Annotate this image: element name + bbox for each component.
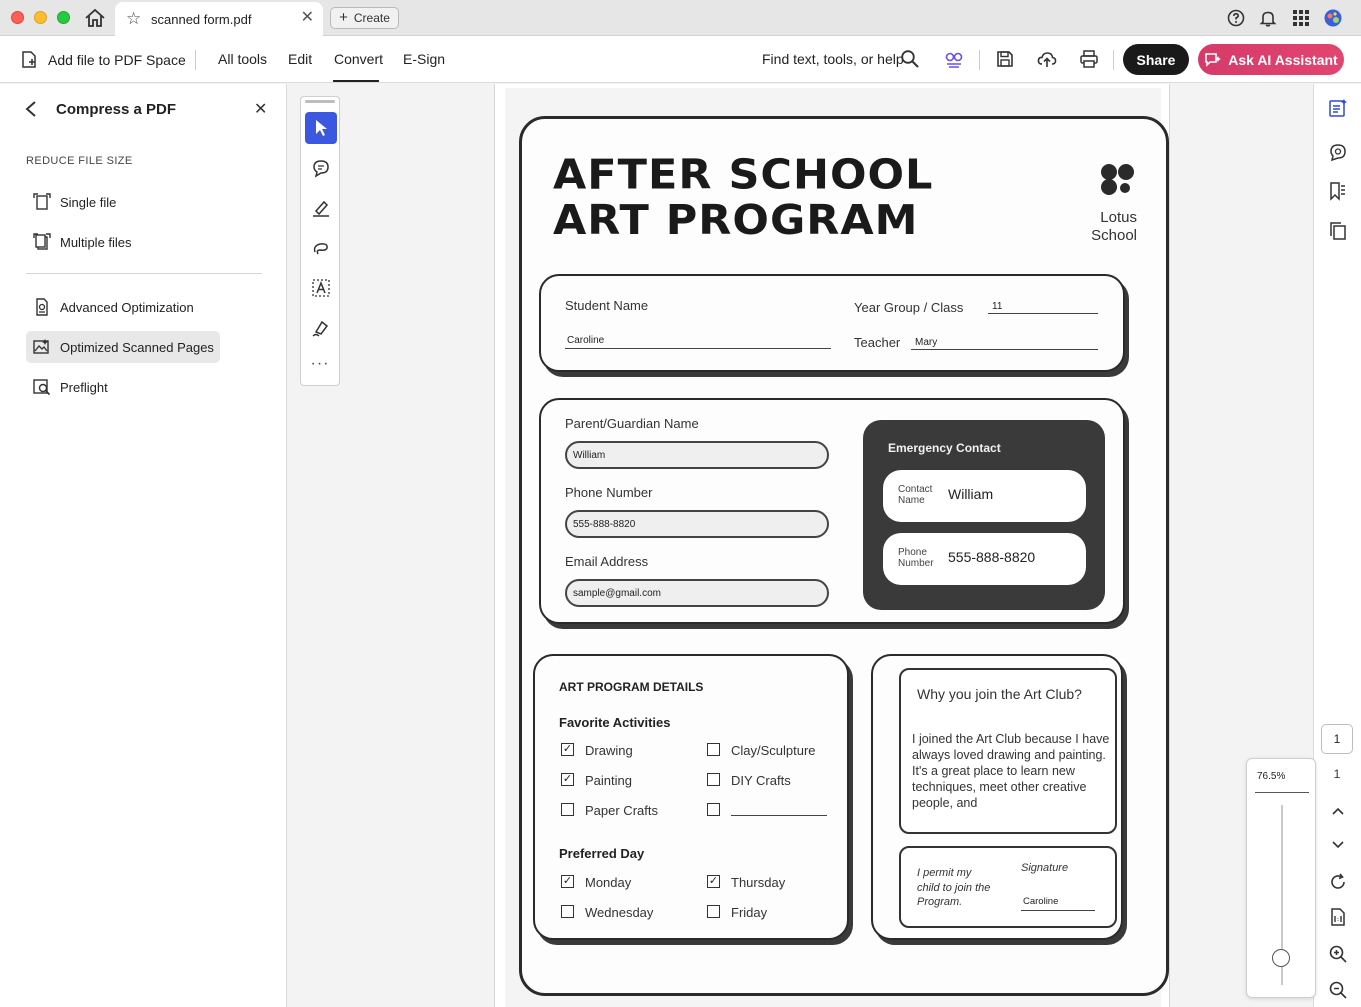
home-icon[interactable] — [84, 8, 106, 28]
total-pages: 1 — [1333, 767, 1341, 781]
reduce-file-size-heading: REDUCE FILE SIZE — [26, 155, 133, 167]
teacher-line — [911, 349, 1098, 350]
page-thumbnails-icon[interactable] — [1328, 221, 1348, 241]
zoom-level-input[interactable]: 76.5% — [1255, 771, 1309, 793]
create-button[interactable] — [330, 7, 399, 29]
close-window-button[interactable] — [11, 11, 24, 24]
form-title-line-1: AFTER SCHOOL — [553, 151, 934, 199]
current-page-input[interactable]: 1 — [1321, 724, 1353, 754]
form-title-line-2: ART PROGRAM — [553, 197, 919, 245]
why-join-question: Why you join the Art Club? — [917, 686, 1082, 702]
parent-guardian-label: Parent/Guardian Name — [565, 416, 699, 431]
optimized-scanned-pages-label: Optimized Scanned Pages — [60, 339, 214, 355]
monday-checkbox[interactable]: ✓ — [562, 875, 573, 887]
year-group-value[interactable]: 11 — [992, 301, 1003, 312]
freehand-draw-icon — [311, 238, 331, 258]
sign-tool[interactable] — [305, 312, 337, 344]
emergency-phone-label-line-1: Phone — [898, 547, 927, 558]
painting-label: Painting — [585, 773, 632, 788]
friday-checkbox[interactable] — [707, 905, 720, 918]
right-side-rail — [1313, 84, 1361, 1007]
contact-name-label-line-2: Name — [898, 495, 925, 506]
drawing-label: Drawing — [585, 743, 633, 758]
menu-all-tools[interactable]: All tools — [218, 51, 268, 67]
multiple-files-label: Multiple files — [60, 234, 132, 250]
phone-number-label: Phone Number — [565, 485, 653, 500]
menu-convert[interactable]: Convert — [334, 51, 384, 67]
art-program-details-box — [533, 654, 849, 940]
scanned-pages-icon — [33, 338, 51, 356]
year-group-label: Year Group / Class — [854, 300, 964, 315]
contact-name-label-line-1: Contact — [898, 484, 933, 495]
actual-size-icon[interactable] — [1328, 907, 1348, 927]
comment-icon — [311, 158, 331, 178]
contact-name-value: William — [948, 486, 994, 502]
advanced-optimization-label: Advanced Optimization — [60, 299, 194, 315]
school-name — [1065, 209, 1137, 245]
comments-panel-icon[interactable] — [1328, 142, 1348, 162]
bookmarks-icon[interactable] — [1328, 181, 1348, 201]
emergency-phone-field[interactable] — [883, 533, 1086, 585]
ai-assistant-label: Ask AI Assistant — [1228, 51, 1338, 68]
save-icon[interactable] — [995, 49, 1015, 69]
add-file-label: Add file to PDF Space — [48, 51, 186, 68]
zoom-in-icon[interactable] — [1328, 944, 1348, 964]
search-icon[interactable] — [900, 49, 920, 69]
scanned-form-image — [505, 88, 1161, 1007]
favorite-activities-heading: Favorite Activities — [559, 715, 671, 730]
comment-tool[interactable] — [305, 152, 337, 184]
preflight-option[interactable] — [26, 371, 220, 403]
other-activity-line[interactable] — [731, 815, 827, 816]
paper-crafts-label: Paper Crafts — [585, 803, 658, 818]
panel-title: Compress a PDF — [56, 101, 177, 118]
clay-sculpture-checkbox[interactable] — [707, 743, 720, 756]
clay-sculpture-label: Clay/Sculpture — [731, 743, 816, 758]
previous-page-icon[interactable] — [1328, 801, 1348, 821]
parent-guardian-field[interactable]: William — [565, 441, 829, 469]
ai-compare-icon[interactable] — [944, 49, 964, 69]
add-file-icon — [20, 50, 39, 69]
diy-crafts-label: DIY Crafts — [731, 773, 791, 788]
text-select-icon — [311, 278, 331, 298]
apps-grid-icon[interactable] — [1292, 9, 1310, 27]
wednesday-checkbox[interactable] — [561, 905, 574, 918]
painting-checkbox[interactable]: ✓ — [562, 773, 573, 785]
multiple-files-compress-icon — [33, 233, 51, 251]
lotus-flower-logo-icon — [1099, 162, 1137, 196]
optimized-scanned-pages-option[interactable] — [26, 331, 220, 363]
text-recognition-tool[interactable] — [305, 272, 337, 304]
ask-ai-assistant-button[interactable] — [1198, 44, 1344, 75]
school-name-line-2: School — [1091, 227, 1137, 244]
minimize-window-button[interactable] — [34, 11, 47, 24]
student-name-value[interactable]: Caroline — [567, 335, 605, 346]
window-titlebar — [0, 0, 1361, 36]
why-join-box — [899, 668, 1117, 834]
preflight-icon — [33, 378, 51, 396]
form-title — [553, 152, 933, 243]
plus-icon: + — [339, 9, 348, 26]
menu-edit[interactable]: Edit — [288, 51, 313, 67]
preflight-label: Preflight — [60, 379, 108, 395]
close-panel-icon[interactable]: ✕ — [254, 101, 268, 118]
signature-label: Signature — [1021, 862, 1069, 874]
paper-crafts-checkbox[interactable] — [561, 803, 574, 816]
zoom-control — [1246, 758, 1316, 998]
draw-tool[interactable] — [305, 232, 337, 264]
friday-label: Friday — [731, 905, 768, 920]
student-info-box — [539, 274, 1125, 372]
active-menu-indicator — [333, 80, 379, 82]
teacher-label: Teacher — [854, 335, 901, 350]
year-group-line — [988, 313, 1098, 314]
close-tab-icon[interactable]: ✕ — [300, 9, 314, 26]
toolbar-divider — [1113, 50, 1114, 70]
emergency-phone-label — [898, 547, 934, 569]
email-address-field[interactable]: sample@gmail.com — [565, 579, 829, 607]
wednesday-label: Wednesday — [585, 905, 654, 920]
highlighter-pen-icon — [311, 198, 331, 218]
fullscreen-window-button[interactable] — [57, 11, 70, 24]
add-file-to-pdf-space-button[interactable] — [20, 50, 186, 69]
bell-icon[interactable] — [1259, 9, 1277, 27]
find-text-tools-help[interactable]: Find text, tools, or help — [762, 51, 904, 67]
upload-cloud-icon[interactable] — [1037, 49, 1057, 69]
rail-drag-handle[interactable] — [305, 100, 335, 103]
select-tool[interactable] — [305, 112, 337, 144]
pdf-page[interactable] — [494, 84, 1170, 1007]
toolbar-divider — [979, 50, 980, 70]
back-arrow-icon[interactable] — [24, 100, 38, 118]
teacher-value[interactable]: Mary — [915, 337, 938, 348]
tab-title: scanned form.pdf — [151, 12, 252, 27]
single-file-compress-icon — [33, 193, 51, 211]
other-activity-checkbox[interactable] — [707, 803, 720, 816]
thursday-label: Thursday — [731, 875, 786, 890]
ai-assistant-icon — [1204, 52, 1222, 68]
phone-number-field[interactable]: 555-888-8820 — [565, 510, 829, 538]
document-tab[interactable] — [115, 2, 323, 36]
why-join-answer[interactable]: I joined the Art Club because I have always loved drawing and painting. It's a great place to learn new techniques, meet other creative people, and — [912, 732, 1110, 810]
email-address-label: Email Address — [565, 554, 649, 569]
fountain-pen-sign-icon — [311, 318, 331, 338]
panel-divider — [26, 273, 262, 274]
student-name-line — [565, 348, 831, 349]
share-button[interactable]: Share — [1123, 44, 1189, 75]
contact-name-label — [898, 484, 932, 506]
emergency-contact-name-field[interactable] — [883, 470, 1086, 522]
quick-tools-rail — [300, 96, 340, 386]
signature-value[interactable]: Caroline — [1023, 896, 1059, 907]
single-file-option[interactable] — [26, 186, 220, 218]
create-label: Create — [353, 11, 390, 25]
permission-statement: I permit my child to join the Program. — [917, 867, 991, 908]
drawing-checkbox[interactable]: ✓ — [562, 743, 573, 755]
art-program-details-heading: ART PROGRAM DETAILS — [559, 680, 704, 694]
ai-summary-icon[interactable] — [1328, 98, 1348, 118]
user-avatar-icon[interactable] — [1324, 9, 1342, 27]
rotate-icon[interactable] — [1328, 872, 1348, 892]
emergency-phone-label-line-2: Number — [898, 558, 934, 569]
compress-pdf-panel — [0, 84, 287, 1007]
emergency-contact-title: Emergency Contact — [888, 441, 1001, 455]
permission-box — [899, 846, 1117, 928]
signature-line — [1021, 910, 1095, 911]
more-tools-icon[interactable]: ··· — [310, 355, 330, 372]
student-name-label: Student Name — [565, 298, 649, 313]
monday-label: Monday — [585, 875, 632, 890]
main-toolbar — [0, 36, 1361, 83]
zoom-out-icon[interactable] — [1328, 980, 1348, 1000]
advanced-optimization-option[interactable] — [26, 291, 220, 323]
star-icon[interactable]: ☆ — [126, 9, 142, 28]
multiple-files-option[interactable] — [26, 226, 220, 258]
single-file-label: Single file — [60, 194, 117, 210]
menu-e-sign[interactable]: E-Sign — [403, 51, 446, 67]
cursor-arrow-icon — [313, 119, 329, 137]
diy-crafts-checkbox[interactable] — [707, 773, 720, 786]
preferred-day-heading: Preferred Day — [559, 846, 645, 861]
next-page-icon[interactable] — [1328, 834, 1348, 854]
emergency-contact-card — [863, 420, 1105, 610]
highlight-tool[interactable] — [305, 192, 337, 224]
advanced-optimization-icon — [33, 298, 51, 316]
toolbar-divider — [195, 50, 196, 70]
print-icon[interactable] — [1079, 49, 1099, 69]
thursday-checkbox[interactable]: ✓ — [708, 875, 719, 887]
school-name-line-1: Lotus — [1100, 209, 1137, 226]
help-icon[interactable] — [1227, 9, 1245, 27]
zoom-slider-thumb[interactable] — [1272, 949, 1290, 967]
emergency-phone-value: 555-888-8820 — [948, 549, 1036, 565]
